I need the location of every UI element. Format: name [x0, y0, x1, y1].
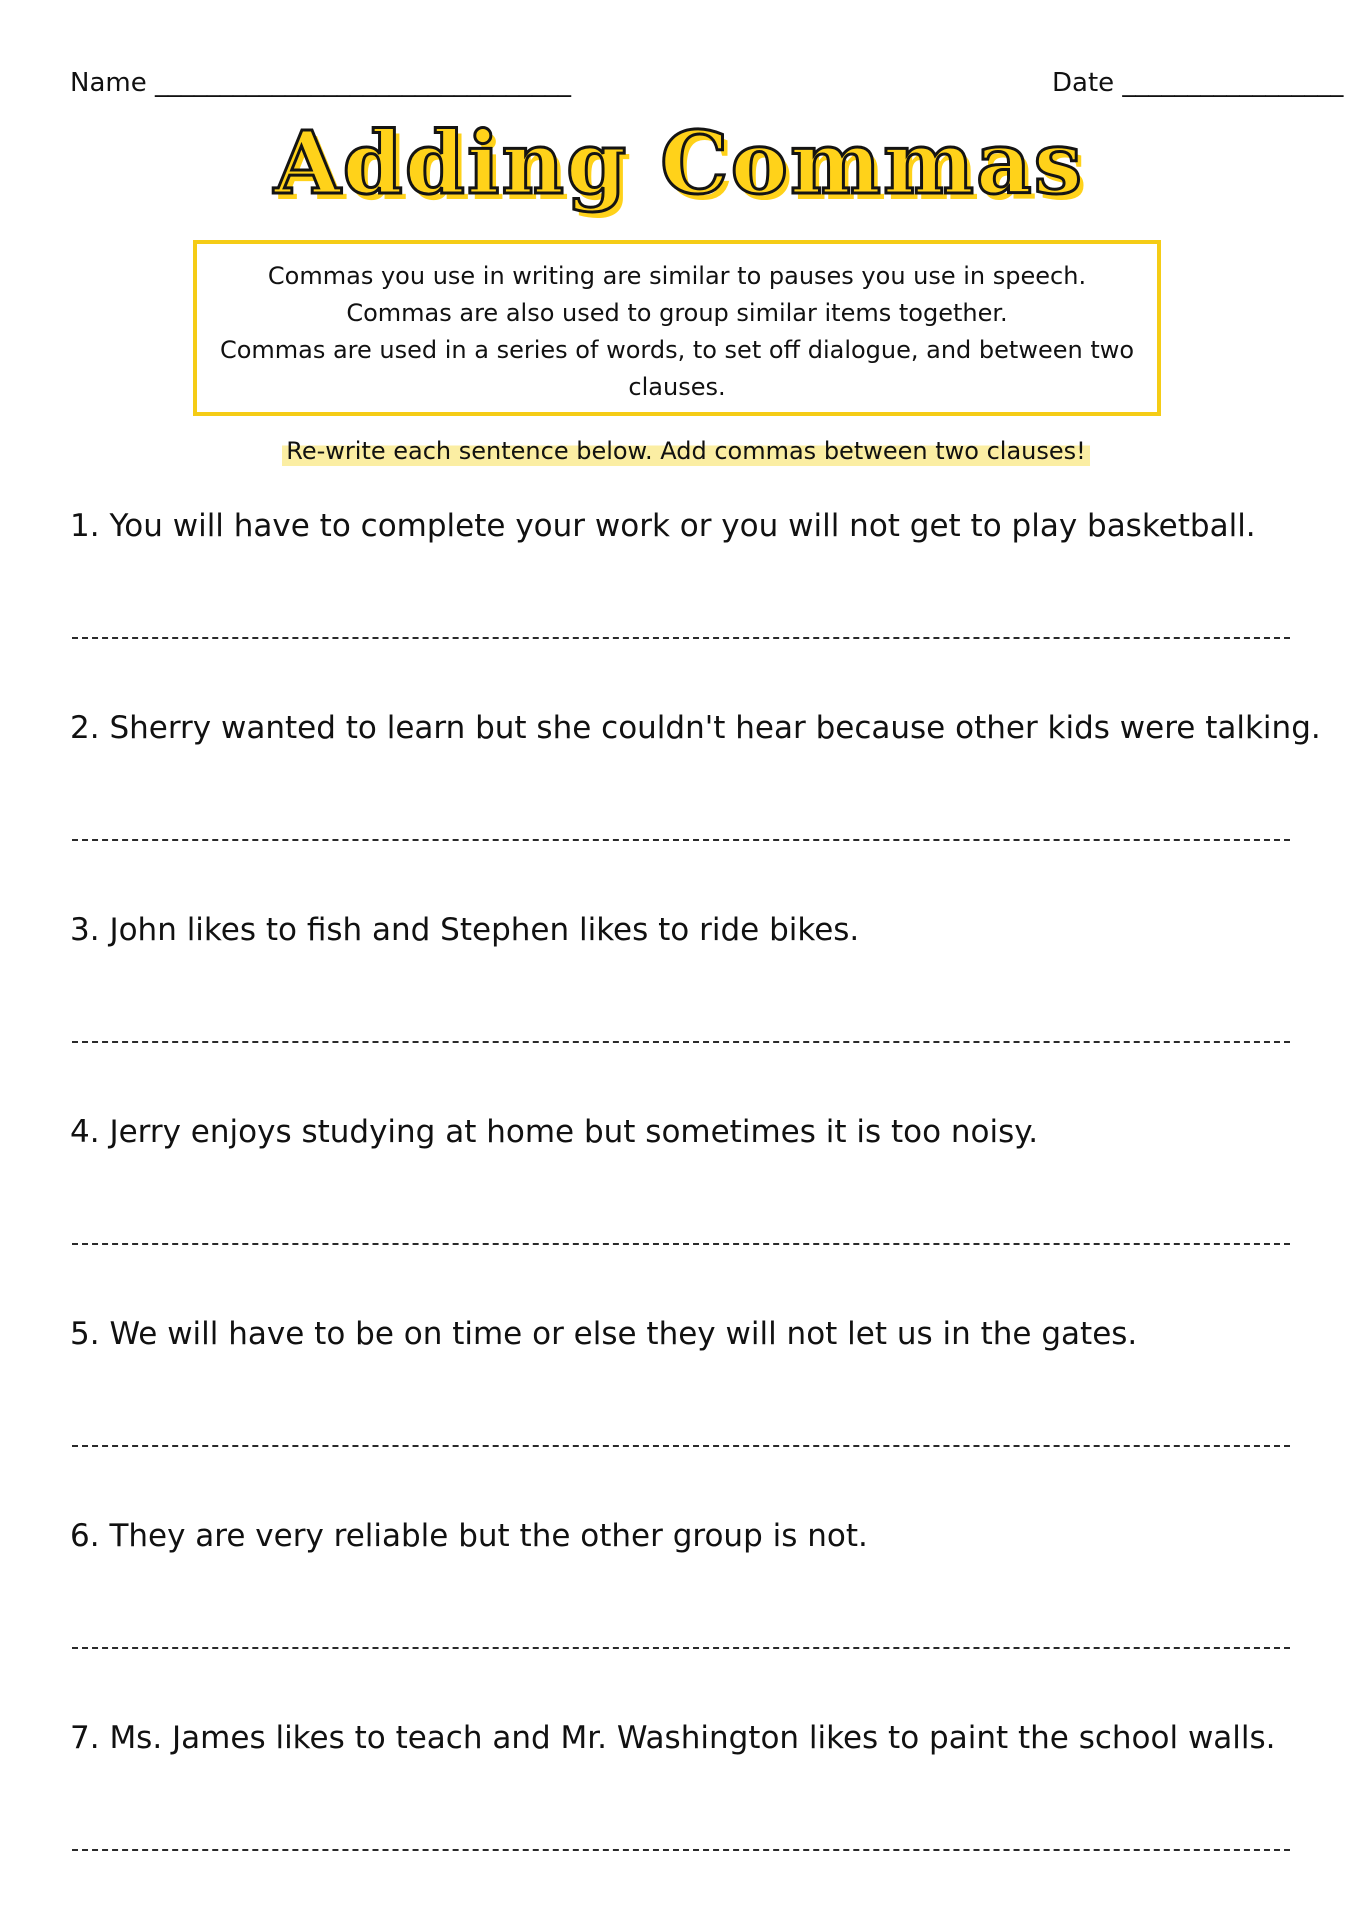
answer-line-6[interactable]	[72, 1647, 1290, 1649]
date-label: Date	[1052, 68, 1115, 98]
question-number: 2.	[70, 710, 100, 746]
question-number: 1.	[70, 508, 100, 544]
date-blank[interactable]: _________________	[1122, 68, 1344, 98]
info-box	[193, 240, 1161, 416]
name-field[interactable]	[70, 68, 571, 98]
question-1	[70, 506, 1256, 546]
info-paragraph-2: Commas are used in a series of words, to set off dialogue, and between two clauses.	[219, 336, 1135, 401]
name-label: Name	[70, 68, 147, 98]
question-text: You will have to complete your work or you will not get to play basketball.	[109, 508, 1256, 544]
answer-line-5[interactable]	[72, 1445, 1290, 1447]
question-number: 6.	[70, 1518, 100, 1554]
question-text: Jerry enjoys studying at home but sometimes it is too noisy.	[109, 1114, 1039, 1150]
question-text: Sherry wanted to learn but she couldn't hear because other kids were talking.	[109, 710, 1321, 746]
name-blank[interactable]: ________________________________	[154, 68, 571, 98]
instruction-highlight: Re-write each sentence below. Add commas between two clauses!	[282, 434, 1090, 466]
answer-line-7[interactable]	[72, 1849, 1290, 1851]
answer-line-4[interactable]	[72, 1243, 1290, 1245]
question-text: They are very reliable but the other group is not.	[109, 1518, 868, 1554]
question-6	[70, 1516, 868, 1556]
question-number: 3.	[70, 912, 100, 948]
question-5	[70, 1314, 1137, 1354]
question-text: We will have to be on time or else they will not let us in the gates.	[109, 1316, 1138, 1352]
question-7	[70, 1718, 1276, 1758]
date-field[interactable]	[1052, 68, 1343, 98]
question-number: 4.	[70, 1114, 100, 1150]
page-title: Adding Commas	[273, 113, 1085, 214]
answer-line-1[interactable]	[72, 637, 1290, 639]
answer-line-3[interactable]	[72, 1041, 1290, 1043]
question-text: Ms. James likes to teach and Mr. Washington likes to paint the school walls.	[109, 1720, 1276, 1756]
question-text: John likes to fish and Stephen likes to ride bikes.	[109, 912, 860, 948]
answer-line-2[interactable]	[72, 839, 1290, 841]
question-number: 7.	[70, 1720, 100, 1756]
info-paragraph-1: Commas you use in writing are similar to pauses you use in speech. Commas are also used to group similar items together.	[267, 262, 1087, 327]
question-2	[70, 708, 1321, 748]
question-number: 5.	[70, 1316, 100, 1352]
question-3	[70, 910, 859, 950]
question-4	[70, 1112, 1038, 1152]
